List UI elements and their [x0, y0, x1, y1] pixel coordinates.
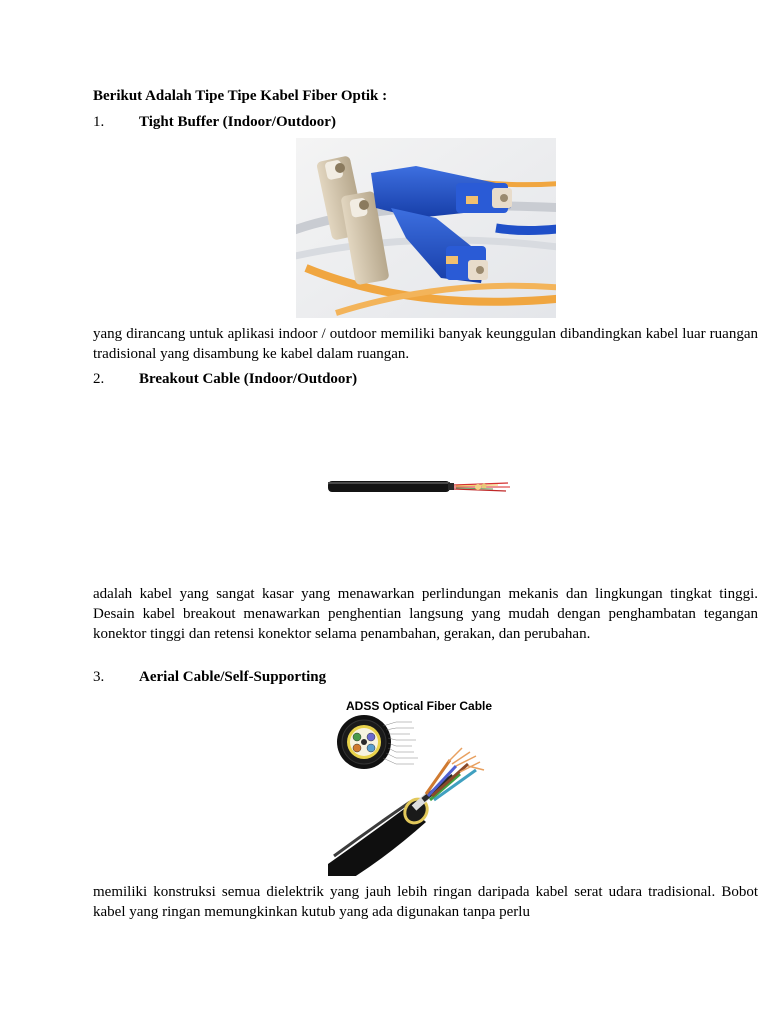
- sc-fiber-connectors-photo: [296, 138, 556, 318]
- section-1-number: 1.: [93, 114, 105, 130]
- section-3-body: memiliki konstruksi semua dielektrik yang jauh lebih ringan daripada kabel serat udara tradisional. Bobot kabel yang ringan memungkinkan kutub yang ada digunakan tanpa perlu: [93, 884, 758, 920]
- section-1-body: yang dirancang untuk aplikasi indoor / outdoor memiliki banyak keunggulan dibandingkan kabel luar ruangan tradisional yang disambung ke kabel dalam ruangan.: [93, 326, 758, 362]
- adss-diagram-title: ADSS Optical Fiber Cable: [346, 699, 493, 713]
- section-1-heading: [93, 114, 336, 131]
- section-2-title: Breakout Cable (Indoor/Outdoor): [139, 371, 358, 387]
- section-3-title: Aerial Cable/Self-Supporting: [139, 669, 327, 685]
- section-3-heading: [93, 669, 326, 686]
- section-3-number: 3.: [93, 669, 105, 685]
- section-2-heading: [93, 371, 357, 388]
- section-2-number: 2.: [93, 371, 105, 387]
- document-title: Berikut Adalah Tipe Tipe Kabel Fiber Optik :: [93, 88, 388, 104]
- section-2-body: adalah kabel yang sangat kasar yang menawarkan perlindungan mekanis dan lingkungan tingkat tinggi. Desain kabel breakout menawarkan penghentian langsung yang mudah dengan penghambatan tegangan konektor tinggi dan retensi konektor selama penambahan, gerakan, dan perubahan.: [93, 586, 758, 642]
- cable-cross-section: [337, 715, 391, 769]
- section-1-title: Tight Buffer (Indoor/Outdoor): [139, 114, 336, 130]
- adss-cable-diagram: [328, 696, 510, 876]
- breakout-cable-photo: [328, 478, 510, 496]
